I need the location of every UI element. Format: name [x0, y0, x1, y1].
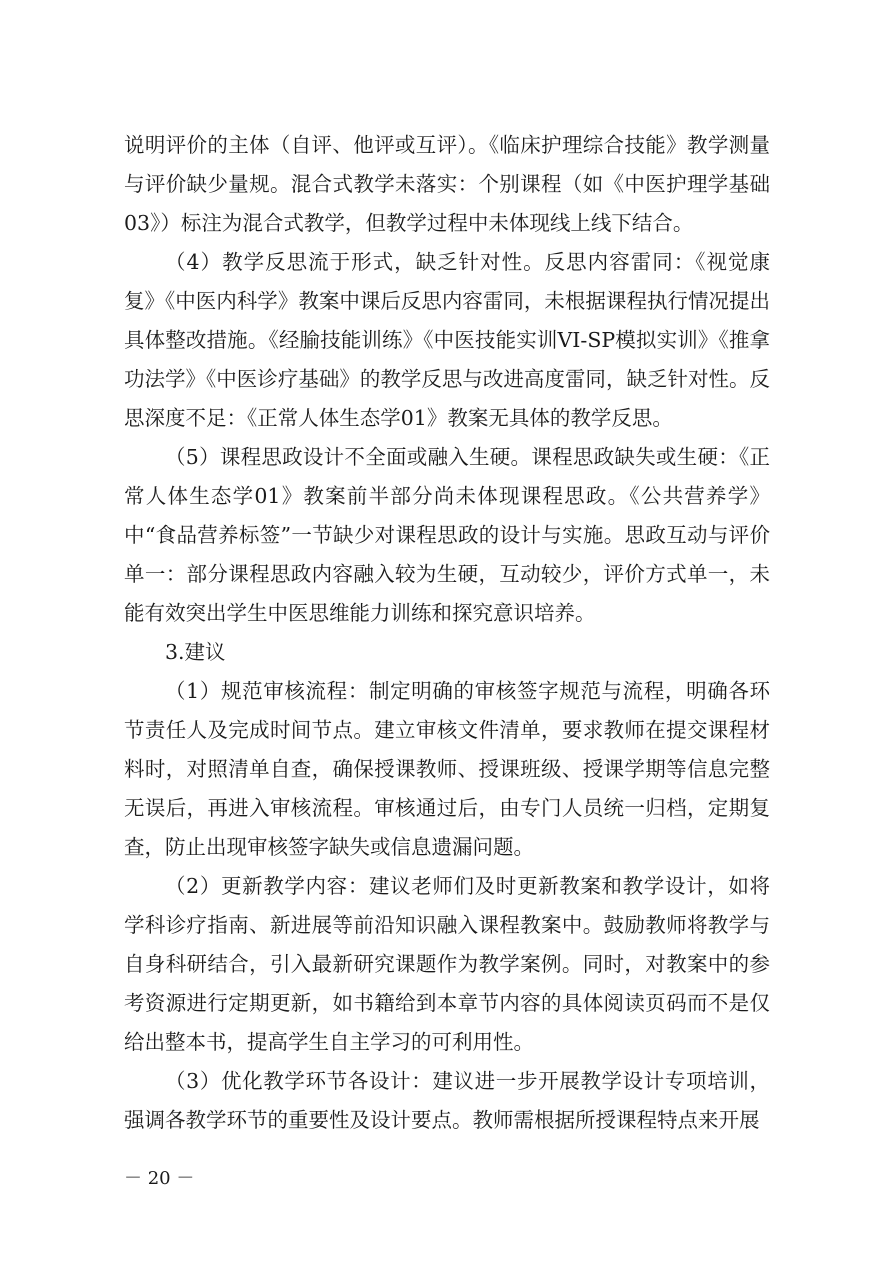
paragraph-review-process: （1）规范审核流程：制定明确的审核签字规范与流程，明确各环节责任人及完成时间节点。建立审核文件清单，要求教师在提交课程材料时，对照清单自查，确保授课教师、授课班级、授课学期等信息完整无误后，再进入审核流程。审核通过后，由专门人员统一归档，定期复查，防止出现审核签字缺失或信息遗漏问题。 [124, 679, 770, 859]
paragraph-teaching-reflection: （4）教学反思流于形式，缺乏针对性。反思内容雷同：《视觉康复》《中医内科学》教案中课后反思内容雷同，未根据课程执行情况提出具体整改措施。《经腧技能训练》《中医技能实训VI-SP模拟实训》《推拿功法学》《中医诊疗基础》的教学反思与改进高度雷同，缺乏针对性。反思深度不足：《正常人体生态学01》教案无具体的教学反思。 [124, 250, 770, 430]
paragraph-optimize-design: （3）优化教学环节各设计：建议进一步开展教学设计专项培训，强调各教学环节的重要性及设计要点。教师需根据所授课程特点来开展 [124, 1069, 770, 1132]
page-number: － 20 － [124, 1168, 195, 1189]
paragraph-update-content: （2）更新教学内容：建议老师们及时更新教案和教学设计，如将学科诊疗指南、新进展等前沿知识融入课程教案中。鼓励教师将教学与自身科研结合，引入最新研究课题作为教学案例。同时，对教案中的参考资源进行定期更新，如书籍给到本章节内容的具体阅读页码而不是仅给出整本书，提高学生自主学习的可利用性。 [124, 874, 770, 1054]
paragraph-ideological-course-design: （5）课程思政设计不全面或融入生硬。课程思政缺失或生硬：《正常人体生态学01》教案前半部分尚未体现课程思政。《公共营养学》中“食品营养标签”一节缺少对课程思政的设计与实施。思政互动与评价单一：部分课程思政内容融入较为生硬，互动较少，评价方式单一，未能有效突出学生中医思维能力训练和探究意识培养。 [124, 445, 770, 625]
paragraph-evaluation-continuation: 说明评价的主体（自评、他评或互评）。《临床护理综合技能》教学测量与评价缺少量规。混合式教学未落实：个别课程（如《中医护理学基础03》）标注为混合式教学，但教学过程中未体现线上线下结合。 [124, 133, 770, 235]
body-text [124, 126, 770, 1140]
section-heading-suggestions: 3.建议 [165, 640, 226, 664]
